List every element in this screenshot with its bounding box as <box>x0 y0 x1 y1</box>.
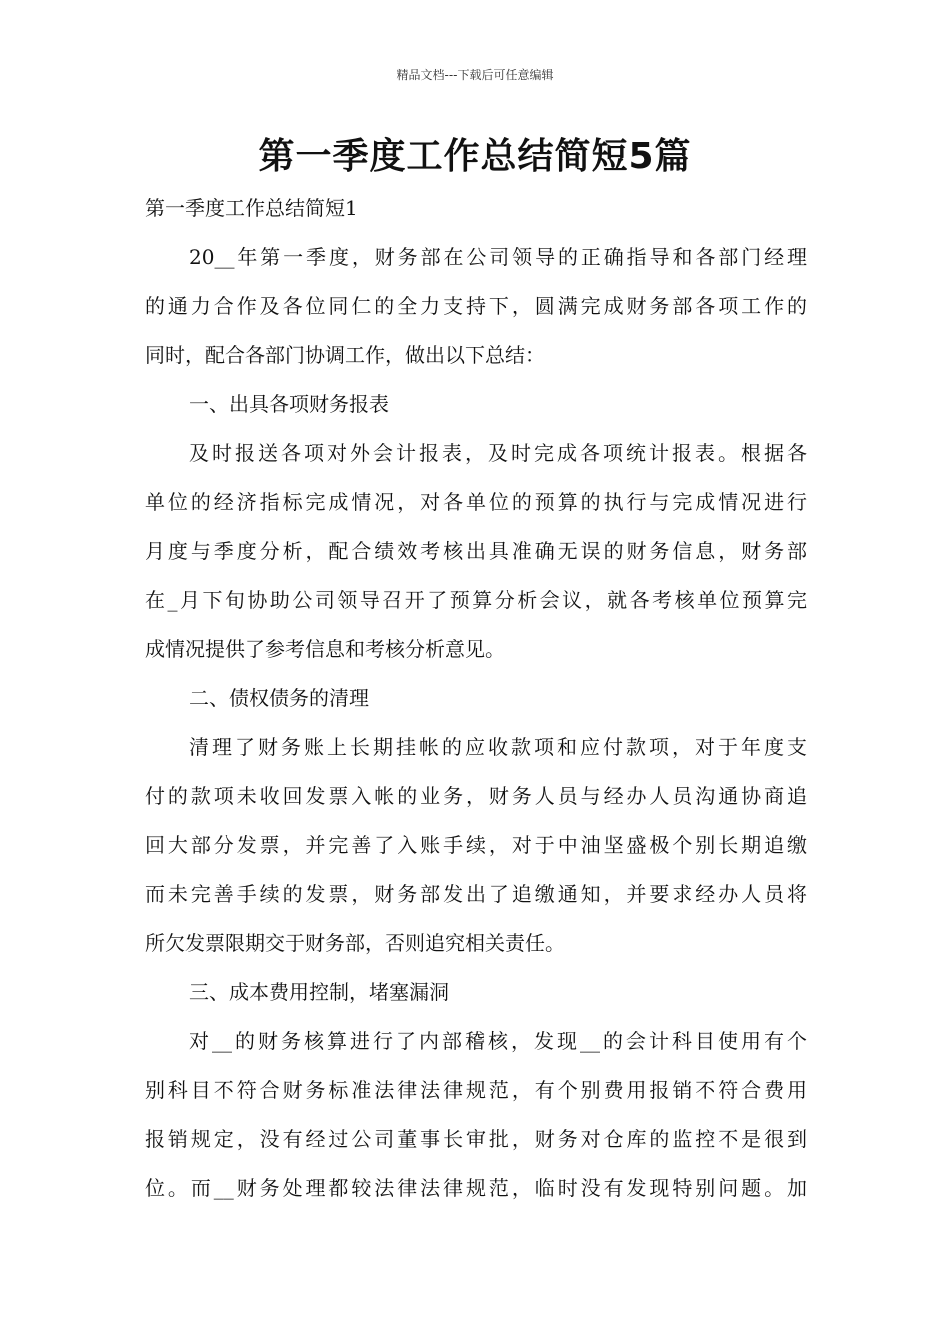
paragraph-line: 20__年第一季度，财务部在公司领导的正确指导和各部门经理 <box>189 245 807 269</box>
document-title: 第一季度工作总结简短5篇 <box>258 136 692 177</box>
paragraph-line: 位。而__财务处理都较法律法律规范，临时没有发现特别问题。加 <box>145 1176 807 1200</box>
paragraph-line: 报销规定，没有经过公司董事长审批，财务对仓库的监控不是很到 <box>145 1127 807 1151</box>
section-heading: 三、成本费用控制，堵塞漏洞 <box>189 980 449 1004</box>
paragraph-line: 对__的财务核算进行了内部稽核，发现__的会计科目使用有个 <box>189 1029 807 1053</box>
paragraph-line: 的通力合作及各位同仁的全力支持下，圆满完成财务部各项工作的 <box>145 294 807 318</box>
paragraph-line: 单位的经济指标完成情况，对各单位的预算的执行与完成情况进行 <box>145 490 807 514</box>
page-header-watermark: 精品文档---下载后可任意编辑 <box>396 68 554 82</box>
paragraph-line: 及时报送各项对外会计报表，及时完成各项统计报表。根据各 <box>189 441 807 465</box>
paragraph-line: 在_月下旬协助公司领导召开了预算分析会议，就各考核单位预算完 <box>145 588 807 612</box>
paragraph-line: 清理了财务账上长期挂帐的应收款项和应付款项，对于年度支 <box>189 735 807 759</box>
paragraph-line: 所欠发票限期交于财务部，否则追究相关责任。 <box>145 931 565 955</box>
paragraph-line: 回大部分发票，并完善了入账手续，对于中油坚盛极个别长期追缴 <box>145 833 807 857</box>
paragraph-line: 别科目不符合财务标准法律法律规范，有个别费用报销不符合费用 <box>145 1078 807 1102</box>
section-heading: 二、债权债务的清理 <box>189 686 369 710</box>
paragraph-line: 而未完善手续的发票，财务部发出了追缴通知，并要求经办人员将 <box>145 882 807 906</box>
document-body <box>145 184 807 1213</box>
paragraph-line: 成情况提供了参考信息和考核分析意见。 <box>145 637 505 661</box>
paragraph-line: 同时，配合各部门协调工作，做出以下总结： <box>145 343 545 367</box>
paragraph-line: 付的款项未收回发票入帐的业务，财务人员与经办人员沟通协商追 <box>145 784 807 808</box>
section-heading: 一、出具各项财务报表 <box>189 392 389 416</box>
paragraph-line: 月度与季度分析，配合绩效考核出具准确无误的财务信息，财务部 <box>145 539 807 563</box>
section-subtitle: 第一季度工作总结简短1 <box>145 196 358 220</box>
